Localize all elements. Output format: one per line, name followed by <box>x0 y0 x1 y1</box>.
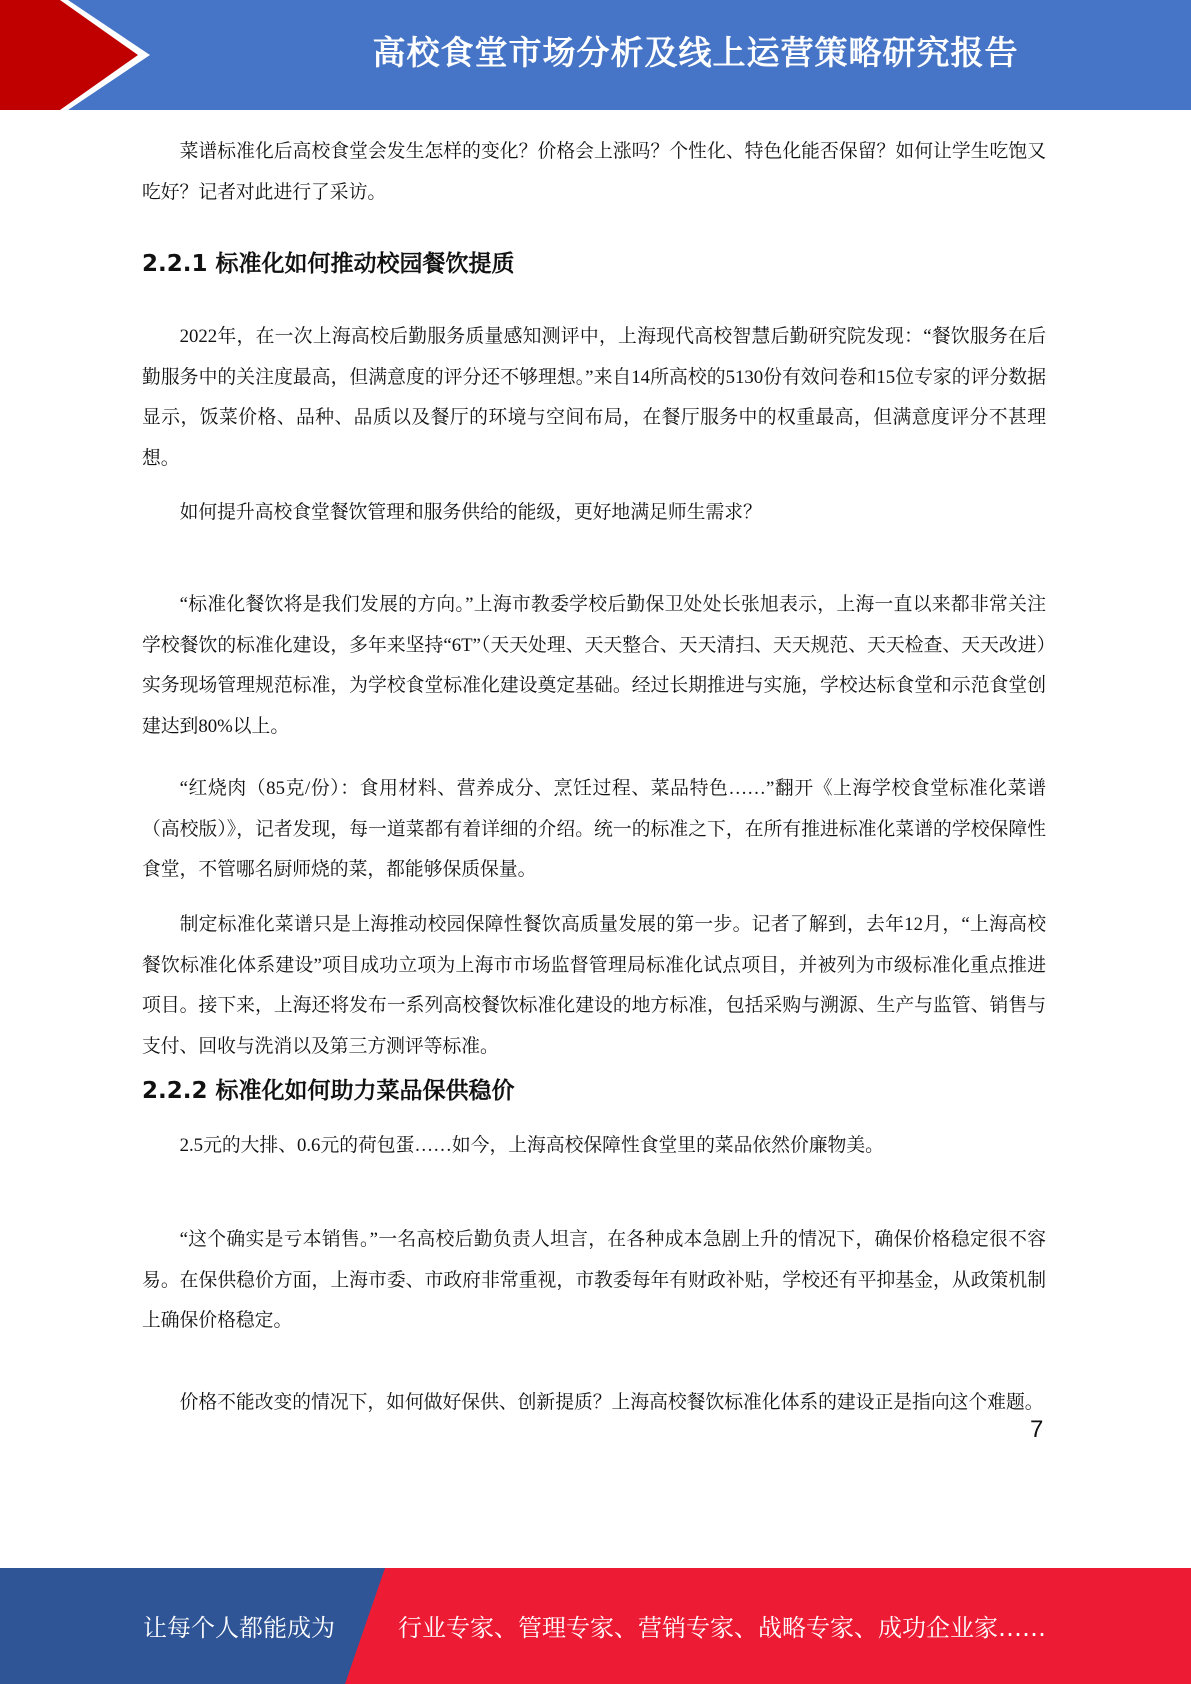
paragraph: 2022年，在一次上海高校后勤服务质量感知测评中，上海现代高校智慧后勤研究院发现：“餐饮服务在后勤服务中的关注度最高，但满意度的评分还不够理想。”来自14所高校的5130份有效问卷和15位专家的评分数据显示，饭菜价格、品种、品质以及餐厅的环境与空间布局，在餐厅服务中的权重最高，但满意度评分不甚理想。 <box>142 326 1046 469</box>
section-heading: 2.2.1 标准化如何推动校园餐饮提质 <box>142 251 515 277</box>
paragraph: “红烧肉（85克/份）：食用材料、营养成分、烹饪过程、菜品特色……”翻开《上海学校食堂标准化菜谱（高校版）》，记者发现，每一道菜都有着详细的介绍。统一的标准之下，在所有推进标准化菜谱的学校保障性食堂，不管哪名厨师烧的菜，都能够保质保量。 <box>142 778 1046 880</box>
paragraph: “标准化餐饮将是我们发展的方向。”上海市教委学校后勤保卫处处长张旭表示，上海一直以来都非常关注学校餐饮的标准化建设，多年来坚持“6T”（天天处理、天天整合、天天清扫、天天规范、天天检查、天天改进）实务现场管理规范标准，为学校食堂标准化建设奠定基础。经过长期推进与实施，学校达标食堂和示范食堂创建达到80%以上。 <box>142 594 1046 737</box>
paragraph: 如何提升高校食堂餐饮管理和服务供给的能级，更好地满足师生需求？ <box>179 502 762 523</box>
paragraph: “这个确实是亏本销售。”一名高校后勤负责人坦言，在各种成本急剧上升的情况下，确保价格稳定很不容易。在保供稳价方面，上海市委、市政府非常重视，市教委每年有财政补贴，学校还有平抑基金，从政策机制上确保价格稳定。 <box>142 1229 1046 1331</box>
footer-slogan-left: 让每个人都能成为 <box>143 1614 335 1642</box>
paragraph: 价格不能改变的情况下，如何做好保供、创新提质？上海高校餐饮标准化体系的建设正是指向这个难题。 <box>179 1392 1044 1413</box>
footer-slogan-right: 行业专家、管理专家、营销专家、战略专家、成功企业家…… <box>398 1614 1046 1642</box>
paragraph: 菜谱标准化后高校食堂会发生怎样的变化？价格会上涨吗？个性化、特色化能否保留？如何让学生吃饱又吃好？记者对此进行了采访。 <box>142 141 1046 203</box>
report-title: 高校食堂市场分析及线上运营策略研究报告 <box>372 33 1019 72</box>
page-number: 7 <box>1030 1416 1044 1443</box>
arrow-decoration-icon <box>0 0 200 110</box>
section-heading: 2.2.2 标准化如何助力菜品保供稳价 <box>142 1078 515 1104</box>
paragraph: 2.5元的大排、0.6元的荷包蛋……如今，上海高校保障性食堂里的菜品依然价廉物美。 <box>179 1135 884 1156</box>
paragraph: 制定标准化菜谱只是上海推动校园保障性餐饮高质量发展的第一步。记者了解到，去年12月，“上海高校餐饮标准化体系建设”项目成功立项为上海市市场监督管理局标准化试点项目，并被列为市级标准化重点推进项目。接下来，上海还将发布一系列高校餐饮标准化建设的地方标准，包括采购与溯源、生产与监管、销售与支付、回收与洗消以及第三方测评等标准。 <box>142 914 1046 1057</box>
header-banner <box>0 0 1191 110</box>
